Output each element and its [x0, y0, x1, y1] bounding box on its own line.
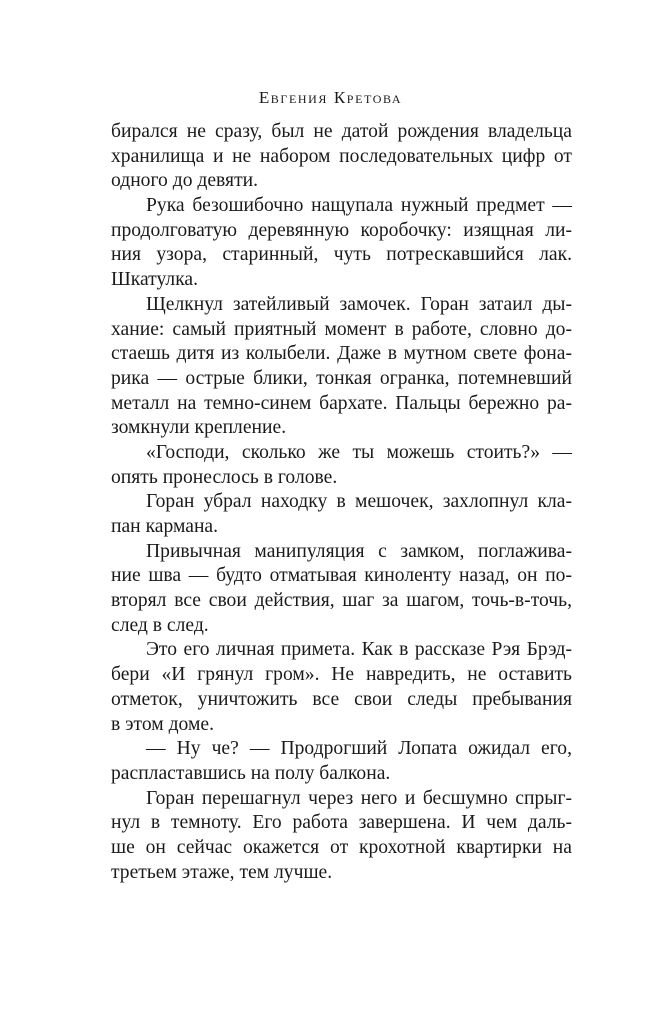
text-line: стаешь дитя из колыбели. Даже в мутном свете фона-	[111, 343, 572, 365]
text-line: хранилища и не набором последовательных цифр от	[111, 145, 572, 167]
text-line: нул в темноту. Его работа завершена. И чем даль-	[111, 812, 572, 834]
text-line: в этом доме.	[111, 713, 214, 735]
text-line: отметок, уничтожить все свои следы пребывания	[111, 688, 572, 710]
text-line: ше он сейчас окажется от крохотной квартирки на	[111, 836, 572, 858]
text-line: хание: самый приятный момент в работе, словно до-	[111, 318, 572, 340]
text-line: распластавшись на полу балкона.	[111, 762, 391, 784]
text-line: ния узора, старинный, чуть потрескавшийся лак.	[111, 244, 572, 266]
running-header: Евгения Кретова	[258, 88, 403, 107]
text-line: рика — острые блики, тонкая огранка, потемневший	[111, 367, 572, 389]
text-line: бирался не сразу, был не датой рождения владельца	[111, 121, 572, 142]
text-line: продолговатую деревянную коробочку: изящная ли-	[111, 219, 572, 241]
text-line: ние шва — будто отматывая киноленту назад, он по-	[111, 565, 572, 587]
text-line: третьем этаже, тем лучше.	[111, 861, 333, 883]
text-line: Щелкнул затейливый замочек. Горан затаил ды-	[146, 293, 572, 315]
text-line: Шкатулка.	[111, 269, 199, 291]
text-line: — Ну че? — Продрогший Лопата ожидал его,	[146, 738, 572, 760]
text-line: Привычная манипуляция с замком, поглажива-	[146, 540, 572, 562]
text-line: Горан перешагнул через него и бесшумно спрыг-	[146, 787, 572, 809]
text-line: Горан убрал находку в мешочек, захлопнул кла-	[146, 491, 572, 513]
text-line: пан кармана.	[111, 516, 219, 537]
text-line: Рука безошибочно нащупала нужный предмет —	[146, 195, 572, 217]
text-line: Это его личная примета. Как в рассказе Рэя Брэд-	[146, 639, 572, 661]
text-line: «Господи, сколько же ты можешь стоить?» —	[146, 441, 572, 463]
text-line: одного до девяти.	[111, 170, 259, 192]
text-line: металл на темно-синем бархате. Пальцы бережно ра-	[111, 392, 572, 414]
text-line: зомкнули крепление.	[111, 417, 287, 439]
text-line: след в след.	[111, 614, 209, 636]
text-line: вторял все свои действия, шаг за шагом, точь-в-точь,	[111, 590, 572, 612]
text-line: опять пронеслось в голове.	[111, 466, 338, 488]
body-text	[111, 120, 572, 885]
text-line: бери «И грянул гром». Не навредить, не оставить	[111, 664, 572, 686]
